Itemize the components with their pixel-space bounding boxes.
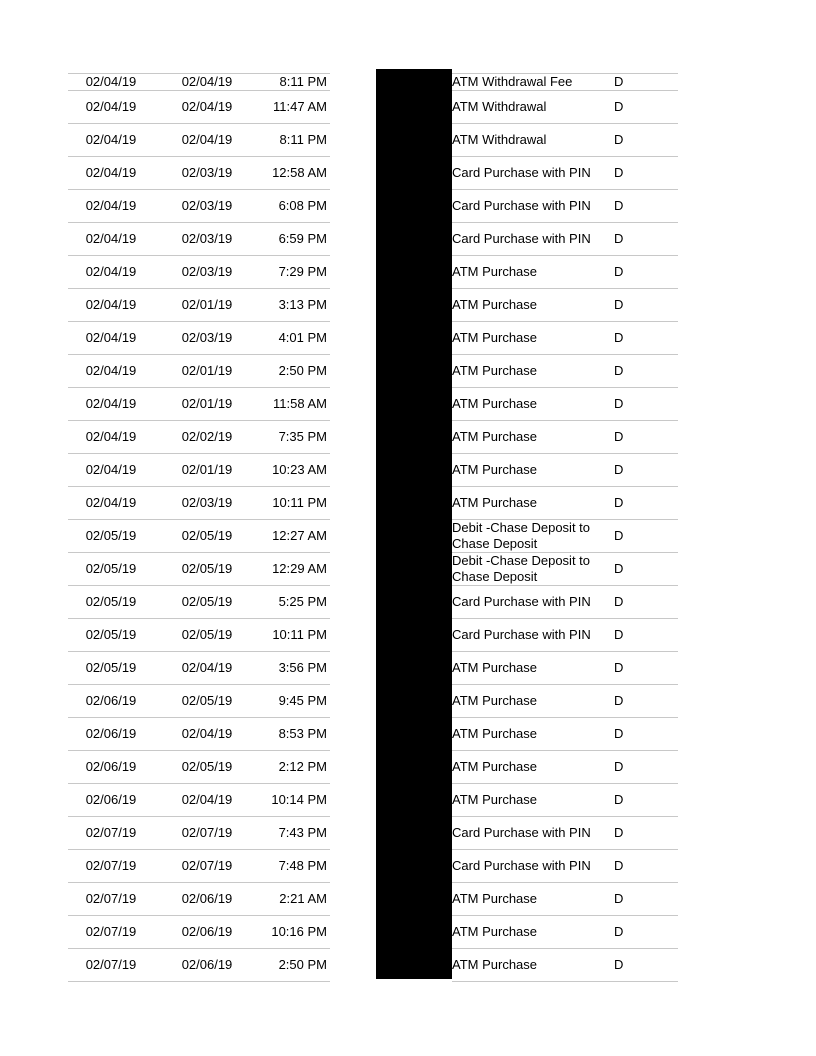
time-cell: 10:16 PM	[271, 924, 327, 939]
posting-date-cell: 02/04/19	[85, 429, 137, 444]
type-cell: D	[614, 363, 624, 378]
time-cell: 4:01 PM	[278, 330, 327, 345]
description-cell: ATM Withdrawal	[452, 99, 547, 114]
posting-date-cell: 02/05/19	[85, 528, 137, 543]
transaction-date-cell: 02/04/19	[181, 726, 233, 741]
time-cell: 10:14 PM	[271, 792, 327, 807]
posting-date-cell: 02/04/19	[85, 231, 137, 246]
posting-date-cell: 02/07/19	[85, 825, 137, 840]
description-cell: Card Purchase with PIN	[452, 858, 591, 873]
description-cell: ATM Purchase	[452, 363, 538, 378]
description-cell: ATM Purchase	[452, 891, 538, 906]
transaction-date-cell: 02/05/19	[181, 528, 233, 543]
description-cell: ATM Purchase	[452, 957, 538, 972]
type-cell: D	[614, 264, 624, 279]
transaction-date-cell: 02/03/19	[181, 231, 233, 246]
transaction-date-cell: 02/03/19	[181, 198, 233, 213]
posting-date-cell: 02/06/19	[85, 759, 137, 774]
transaction-date-cell: 02/01/19	[181, 363, 233, 378]
type-cell: D	[614, 726, 624, 741]
transaction-date-cell: 02/06/19	[181, 957, 233, 972]
posting-date-cell: 02/07/19	[85, 924, 137, 939]
type-cell: D	[614, 330, 624, 345]
transaction-date-cell: 02/03/19	[181, 495, 233, 510]
type-cell: D	[614, 561, 624, 576]
description-cell: Card Purchase with PIN	[452, 627, 591, 642]
transaction-date-cell: 02/03/19	[181, 264, 233, 279]
type-cell: D	[614, 858, 624, 873]
description-cell: ATM Purchase	[452, 726, 538, 741]
transaction-date-cell: 02/05/19	[181, 693, 233, 708]
time-cell: 3:56 PM	[278, 660, 327, 675]
posting-date-cell: 02/07/19	[85, 858, 137, 873]
description-cell: ATM Purchase	[452, 429, 538, 444]
type-cell: D	[614, 792, 624, 807]
type-cell: D	[614, 627, 624, 642]
posting-date-cell: 02/04/19	[85, 198, 137, 213]
transaction-date-cell: 02/05/19	[181, 594, 233, 609]
time-cell: 7:48 PM	[278, 858, 327, 873]
transaction-date-cell: 02/01/19	[181, 462, 233, 477]
posting-date-cell: 02/05/19	[85, 627, 137, 642]
posting-date-cell: 02/06/19	[85, 792, 137, 807]
transaction-date-cell: 02/06/19	[181, 891, 233, 906]
description-cell: ATM Purchase	[452, 330, 538, 345]
time-cell: 10:23 AM	[272, 462, 327, 477]
time-cell: 7:29 PM	[278, 264, 327, 279]
transaction-date-cell: 02/04/19	[181, 660, 233, 675]
posting-date-cell: 02/07/19	[85, 891, 137, 906]
posting-date-cell: 02/05/19	[85, 594, 137, 609]
description-cell: ATM Purchase	[452, 462, 538, 477]
posting-date-cell: 02/07/19	[85, 957, 137, 972]
posting-date-cell: 02/04/19	[85, 297, 137, 312]
transaction-date-cell: 02/01/19	[181, 297, 233, 312]
time-cell: 12:29 AM	[272, 561, 327, 576]
posting-date-cell: 02/04/19	[85, 363, 137, 378]
description-cell: ATM Purchase	[452, 693, 538, 708]
posting-date-cell: 02/04/19	[85, 165, 137, 180]
posting-date-cell: 02/06/19	[85, 726, 137, 741]
type-cell: D	[614, 660, 624, 675]
type-cell: D	[614, 462, 624, 477]
type-cell: D	[614, 693, 624, 708]
transaction-date-cell: 02/02/19	[181, 429, 233, 444]
description-cell: Card Purchase with PIN	[452, 825, 591, 840]
posting-date-cell: 02/05/19	[85, 660, 137, 675]
row-divider	[452, 981, 678, 982]
description-cell: ATM Withdrawal	[452, 132, 547, 147]
time-cell: 9:45 PM	[278, 693, 327, 708]
time-cell: 11:58 AM	[273, 396, 327, 411]
transaction-date-cell: 02/05/19	[181, 561, 233, 576]
time-cell: 7:35 PM	[278, 429, 327, 444]
posting-date-cell: 02/04/19	[85, 74, 137, 89]
type-cell: D	[614, 74, 624, 89]
transaction-date-cell: 02/04/19	[181, 792, 233, 807]
description-cell: ATM Withdrawal Fee	[452, 74, 573, 89]
transaction-date-cell: 02/01/19	[181, 396, 233, 411]
time-cell: 2:50 PM	[278, 363, 327, 378]
type-cell: D	[614, 495, 624, 510]
posting-date-cell: 02/04/19	[85, 99, 137, 114]
type-cell: D	[614, 924, 624, 939]
type-cell: D	[614, 528, 624, 543]
type-cell: D	[614, 99, 624, 114]
posting-date-cell: 02/04/19	[85, 495, 137, 510]
transaction-date-cell: 02/04/19	[181, 74, 233, 89]
transaction-date-cell: 02/04/19	[181, 99, 233, 114]
description-cell: Card Purchase with PIN	[452, 231, 591, 246]
time-cell: 11:47 AM	[273, 99, 327, 114]
type-cell: D	[614, 132, 624, 147]
description-cell: ATM Purchase	[452, 759, 538, 774]
posting-date-cell: 02/05/19	[85, 561, 137, 576]
type-cell: D	[614, 198, 624, 213]
time-cell: 6:59 PM	[278, 231, 327, 246]
time-cell: 2:21 AM	[279, 891, 327, 906]
type-cell: D	[614, 231, 624, 246]
row-divider	[68, 981, 330, 982]
description-cell: Debit -Chase Deposit to Chase Deposit	[452, 520, 591, 551]
posting-date-cell: 02/06/19	[85, 693, 137, 708]
posting-date-cell: 02/04/19	[85, 264, 137, 279]
time-cell: 6:08 PM	[278, 198, 327, 213]
posting-date-cell: 02/04/19	[85, 462, 137, 477]
description-cell: ATM Purchase	[452, 495, 538, 510]
time-cell: 10:11 PM	[272, 627, 327, 642]
description-cell: Card Purchase with PIN	[452, 198, 591, 213]
transaction-date-cell: 02/06/19	[181, 924, 233, 939]
time-cell: 5:25 PM	[278, 594, 327, 609]
redaction-bar	[376, 69, 452, 979]
description-cell: ATM Purchase	[452, 264, 538, 279]
transaction-date-cell: 02/07/19	[181, 825, 233, 840]
time-cell: 8:53 PM	[278, 726, 327, 741]
type-cell: D	[614, 891, 624, 906]
type-cell: D	[614, 429, 624, 444]
type-cell: D	[614, 297, 624, 312]
transaction-date-cell: 02/05/19	[181, 759, 233, 774]
posting-date-cell: 02/04/19	[85, 330, 137, 345]
description-cell: Card Purchase with PIN	[452, 594, 591, 609]
time-cell: 12:27 AM	[272, 528, 327, 543]
description-cell: Card Purchase with PIN	[452, 165, 591, 180]
description-cell: ATM Purchase	[452, 792, 538, 807]
time-cell: 8:11 PM	[279, 74, 327, 89]
description-cell: ATM Purchase	[452, 660, 538, 675]
description-cell: Debit -Chase Deposit to Chase Deposit	[452, 553, 591, 584]
time-cell: 12:58 AM	[272, 165, 327, 180]
time-cell: 3:13 PM	[278, 297, 327, 312]
time-cell: 8:11 PM	[279, 132, 327, 147]
time-cell: 2:50 PM	[278, 957, 327, 972]
description-cell: ATM Purchase	[452, 396, 538, 411]
posting-date-cell: 02/04/19	[85, 396, 137, 411]
transaction-date-cell: 02/03/19	[181, 165, 233, 180]
time-cell: 10:11 PM	[272, 495, 327, 510]
transaction-date-cell: 02/04/19	[181, 132, 233, 147]
type-cell: D	[614, 759, 624, 774]
type-cell: D	[614, 825, 624, 840]
transaction-date-cell: 02/03/19	[181, 330, 233, 345]
type-cell: D	[614, 957, 624, 972]
time-cell: 2:12 PM	[278, 759, 327, 774]
description-cell: ATM Purchase	[452, 924, 538, 939]
posting-date-cell: 02/04/19	[85, 132, 137, 147]
type-cell: D	[614, 594, 624, 609]
transaction-date-cell: 02/05/19	[181, 627, 233, 642]
type-cell: D	[614, 165, 624, 180]
time-cell: 7:43 PM	[278, 825, 327, 840]
transaction-date-cell: 02/07/19	[181, 858, 233, 873]
description-cell: ATM Purchase	[452, 297, 538, 312]
type-cell: D	[614, 396, 624, 411]
